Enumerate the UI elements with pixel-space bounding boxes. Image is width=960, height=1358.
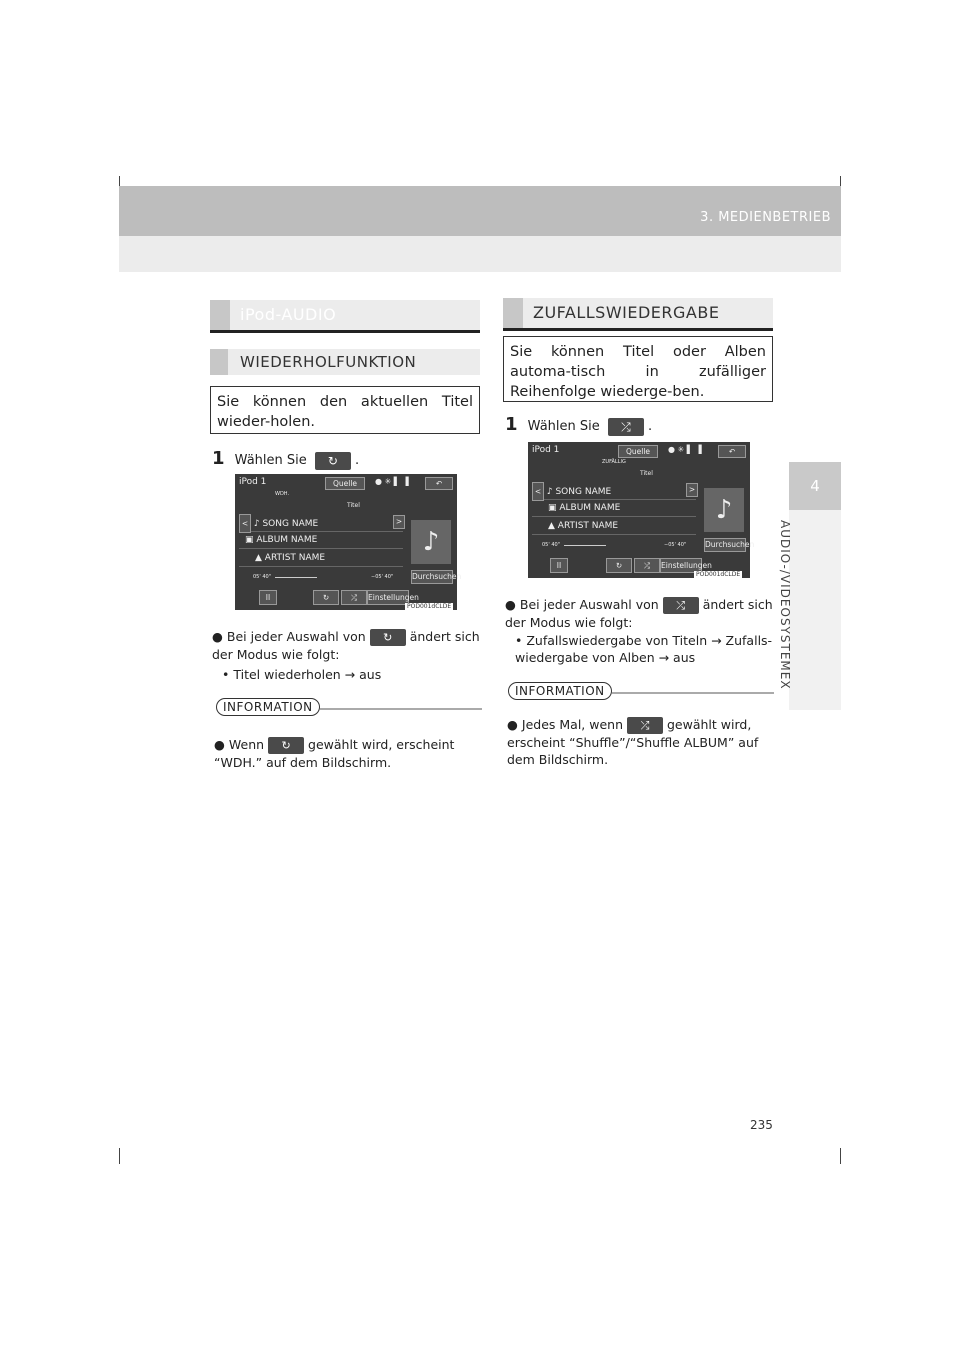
step-text: Wählen Sie <box>234 453 307 468</box>
next-icon: > <box>393 515 405 529</box>
progress-bar <box>564 545 606 546</box>
shuffle-icon: ⤮ <box>608 418 644 436</box>
section-title: iPod-AUDIO <box>240 305 337 324</box>
repeat-icon: ↻ <box>606 558 632 573</box>
mode-label: WDH. <box>275 491 290 497</box>
chapter-tab-label: AUDIO-/VIDEOSYSTEMEX <box>778 520 792 690</box>
step-number: 1 <box>505 414 518 435</box>
repeat-icon: ↻ <box>370 629 406 646</box>
screen-title: iPod 1 <box>532 445 560 455</box>
next-icon: > <box>686 483 698 497</box>
prev-icon: < <box>532 482 544 501</box>
sub-bullet: • Titel wiederholen → aus <box>222 667 382 682</box>
info-rule <box>320 708 482 710</box>
image-code: POD001dCLDE <box>696 571 741 578</box>
album-art-icon: ♪ <box>704 488 744 532</box>
status-icons: ● ✳ ▌ ▐ <box>375 477 409 486</box>
sub-bullet: • Zufallswiedergabe von Titeln → Zufalls-wiedergabe von Alben → aus <box>515 633 773 665</box>
section-rule <box>503 328 773 331</box>
repeat-icon: ↻ <box>313 590 339 605</box>
header-band-lower <box>119 236 841 272</box>
header-band <box>119 186 841 236</box>
time-remaining: −05' 40" <box>371 574 394 580</box>
status-icons: ● ✳ ▌ ▐ <box>668 445 702 454</box>
pause-icon: II <box>259 590 277 605</box>
info-rule <box>612 692 774 694</box>
time-elapsed: 05' 40" <box>253 574 271 580</box>
album-row: ▣ ALBUM NAME <box>532 500 696 517</box>
repeat-icon: ↻ <box>268 737 304 754</box>
section-heading-ipod-audio <box>210 300 480 330</box>
prev-icon: < <box>239 514 251 533</box>
step-1: 1 Wählen Sie ⤮ . <box>505 414 653 435</box>
shuffle-icon: ⤮ <box>627 717 663 734</box>
source-button: Quelle <box>618 445 658 458</box>
intro-box: Sie können den aktuellen Titel wieder-holen. <box>210 386 480 434</box>
settings-button: Einstellungen <box>660 558 702 573</box>
search-button: Durchsuchen <box>704 538 746 552</box>
crop-mark <box>840 1148 841 1164</box>
chapter-tab-background <box>789 510 841 710</box>
pause-icon: II <box>550 558 568 573</box>
info-text: ● Jedes Mal, wenn ⤮ gewählt wird, erscheint “Shuffle”/“Shuffle ALBUM” auf dem Bildschirm. <box>507 717 759 767</box>
bullet-mode: ● Bei jeder Auswahl von ⤮ ändert sich der Modus wie folgt: <box>505 597 773 630</box>
info-label: INFORMATION <box>508 682 612 700</box>
progress-bar <box>275 577 317 578</box>
shuffle-icon: ⤮ <box>341 590 367 605</box>
subsection-heading-repeat <box>210 349 480 375</box>
chapter-tab-number: 4 <box>789 462 841 510</box>
album-row: ▣ ALBUM NAME <box>239 532 403 549</box>
step-number: 1 <box>212 448 225 469</box>
list-header: Titel <box>640 470 653 477</box>
artist-row: ▲ ARTIST NAME <box>532 518 696 535</box>
page-number: 235 <box>750 1118 773 1132</box>
bullet-mode: ● Bei jeder Auswahl von ↻ ändert sich der Modus wie folgt: <box>212 629 480 662</box>
song-row: < ♪ SONG NAME <box>239 514 403 532</box>
back-icon: ↶ <box>425 477 453 490</box>
artist-row: ▲ ARTIST NAME <box>239 550 403 567</box>
section-rule <box>210 330 480 333</box>
source-button: Quelle <box>325 477 365 490</box>
step-1: 1 Wählen Sie ↻ . <box>212 448 360 469</box>
info-text: ● Wenn ↻ gewählt wird, erscheint “WDH.” auf dem Bildschirm. <box>214 737 455 770</box>
shuffle-icon: ⤮ <box>663 597 699 614</box>
step-text: Wählen Sie <box>527 419 600 434</box>
settings-button: Einstellungen <box>367 590 409 605</box>
time-elapsed: 05' 40" <box>542 542 560 548</box>
song-row: < ♪ SONG NAME <box>532 482 696 500</box>
mode-label: ZUFÄLLIG <box>602 459 626 465</box>
ipod-screen-shuffle <box>528 442 755 578</box>
intro-box: Sie können Titel oder Alben automa-tisch in zufälliger Reihenfolge wiederge-ben. <box>503 336 773 402</box>
ipod-screen-repeat <box>235 474 462 610</box>
search-button: Durchsuchen <box>411 570 453 584</box>
info-label: INFORMATION <box>216 698 320 716</box>
shuffle-icon: ⤮ <box>634 558 660 573</box>
list-header: Titel <box>347 502 360 509</box>
subsection-title: WIEDERHOLFUNKTION <box>240 353 417 371</box>
screen-title: iPod 1 <box>239 477 267 487</box>
section-title: ZUFALLSWIEDERGABE <box>533 303 720 322</box>
section-heading-shuffle <box>503 298 773 328</box>
album-art-icon: ♪ <box>411 520 451 564</box>
chapter-title: 3. MEDIENBETRIEB <box>700 210 831 225</box>
repeat-icon: ↻ <box>315 452 351 470</box>
back-icon: ↶ <box>718 445 746 458</box>
crop-mark <box>119 1148 120 1164</box>
image-code: POD001dCLDE <box>407 603 452 610</box>
time-remaining: −05' 40" <box>664 542 687 548</box>
